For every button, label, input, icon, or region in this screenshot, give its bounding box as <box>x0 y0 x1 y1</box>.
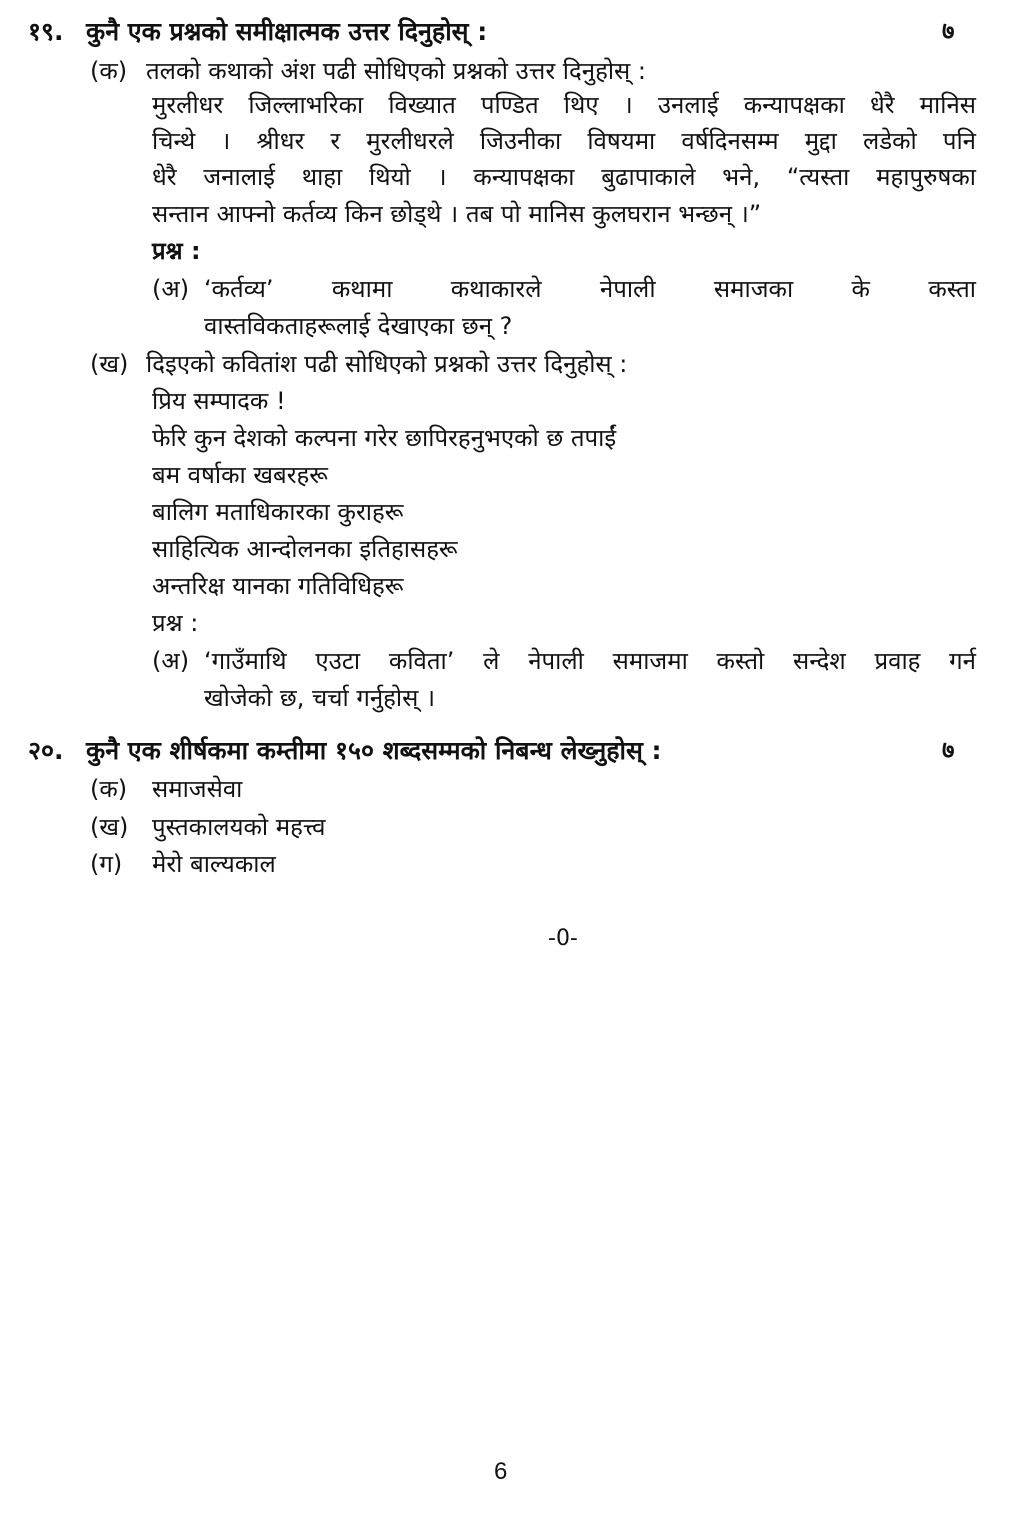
q20-option-label: (ग) <box>90 850 123 878</box>
poem-line: फेरि कुन देशको कल्पना गरेर छापिरहनुभएको छ तपाईं <box>152 424 617 452</box>
q19-ka-label: (क) <box>90 57 128 85</box>
q19-kha-sub-question-line2: खोजेको छ, चर्चा गर्नुहोस् । <box>204 684 436 712</box>
q20-number: २०. <box>28 736 64 765</box>
q19-marks: ७ <box>942 17 955 45</box>
poem-line: प्रिय सम्पादक ! <box>152 387 286 415</box>
q19-title: कुनै एक प्रश्नको समीक्षात्मक उत्तर दिनुहोस् : <box>86 17 488 46</box>
q19-kha-label: (ख) <box>90 350 129 378</box>
poem-line: बालिग मताधिकारका कुराहरू <box>152 498 404 526</box>
q20-option-text: पुस्तकालयको महत्त्व <box>152 813 326 841</box>
q19-ka-passage-line: धेरै जनालाई थाहा थियो । कन्यापक्षका बुढापाकाले भने, “त्यस्ता महापुरुषका <box>152 163 976 191</box>
q20-option-label: (क) <box>90 775 128 803</box>
q20-option-text: मेरो बाल्यकाल <box>152 850 276 878</box>
q20-title: कुनै एक शीर्षकमा कम्तीमा १५० शब्दसम्मको निबन्ध लेख्नुहोस् : <box>86 736 662 765</box>
q19-ka-sub-label: (अ) <box>152 275 190 303</box>
poem-line: साहित्यिक आन्दोलनका इतिहासहरू <box>152 535 458 563</box>
q19-ka-passage-line: मुरलीधर जिल्लाभरिका विख्यात पण्डित थिए । उनलाई कन्यापक्षका धेरै मानिस <box>152 91 976 119</box>
q19-kha-question-heading: प्रश्न : <box>152 609 199 637</box>
end-separator: -0- <box>548 926 578 951</box>
poem-line: अन्तरिक्ष यानका गतिविधिहरू <box>152 572 404 600</box>
page-number: 6 <box>494 1458 508 1485</box>
q19-ka-instruction: तलको कथाको अंश पढी सोधिएको प्रश्नको उत्तर दिनुहोस् : <box>146 57 646 85</box>
q19-ka-passage-line: सन्तान आफ्नो कर्तव्य किन छोड्थे । तब पो मानिस कुलघरान भन्छन् ।” <box>152 200 762 228</box>
q19-kha-sub-label: (अ) <box>152 647 190 675</box>
q20-option-label: (ख) <box>90 813 129 841</box>
q19-ka-sub-question-line1: ‘कर्तव्य’ कथामा कथाकारले नेपाली समाजका के कस्ता <box>204 275 976 303</box>
q19-kha-sub-question-line1: ‘गाउँमाथि एउटा कविता’ ले नेपाली समाजमा कस्तो सन्देश प्रवाह गर्न <box>204 647 976 675</box>
q19-ka-question-heading: प्रश्न : <box>152 237 201 265</box>
q19-ka-sub-question-line2: वास्तविकताहरूलाई देखाएका छन् ? <box>204 312 513 340</box>
q20-marks: ७ <box>942 736 955 764</box>
q19-number: १९. <box>28 17 64 46</box>
q20-option-text: समाजसेवा <box>152 775 243 803</box>
q19-kha-instruction: दिइएको कवितांश पढी सोधिएको प्रश्नको उत्तर दिनुहोस् : <box>146 350 628 378</box>
poem-line: बम वर्षाका खबरहरू <box>152 461 328 489</box>
q19-ka-passage-line: चिन्थे । श्रीधर र मुरलीधरले जिउनीका विषयमा वर्षदिनसम्म मुद्दा लडेको पनि <box>152 127 976 155</box>
